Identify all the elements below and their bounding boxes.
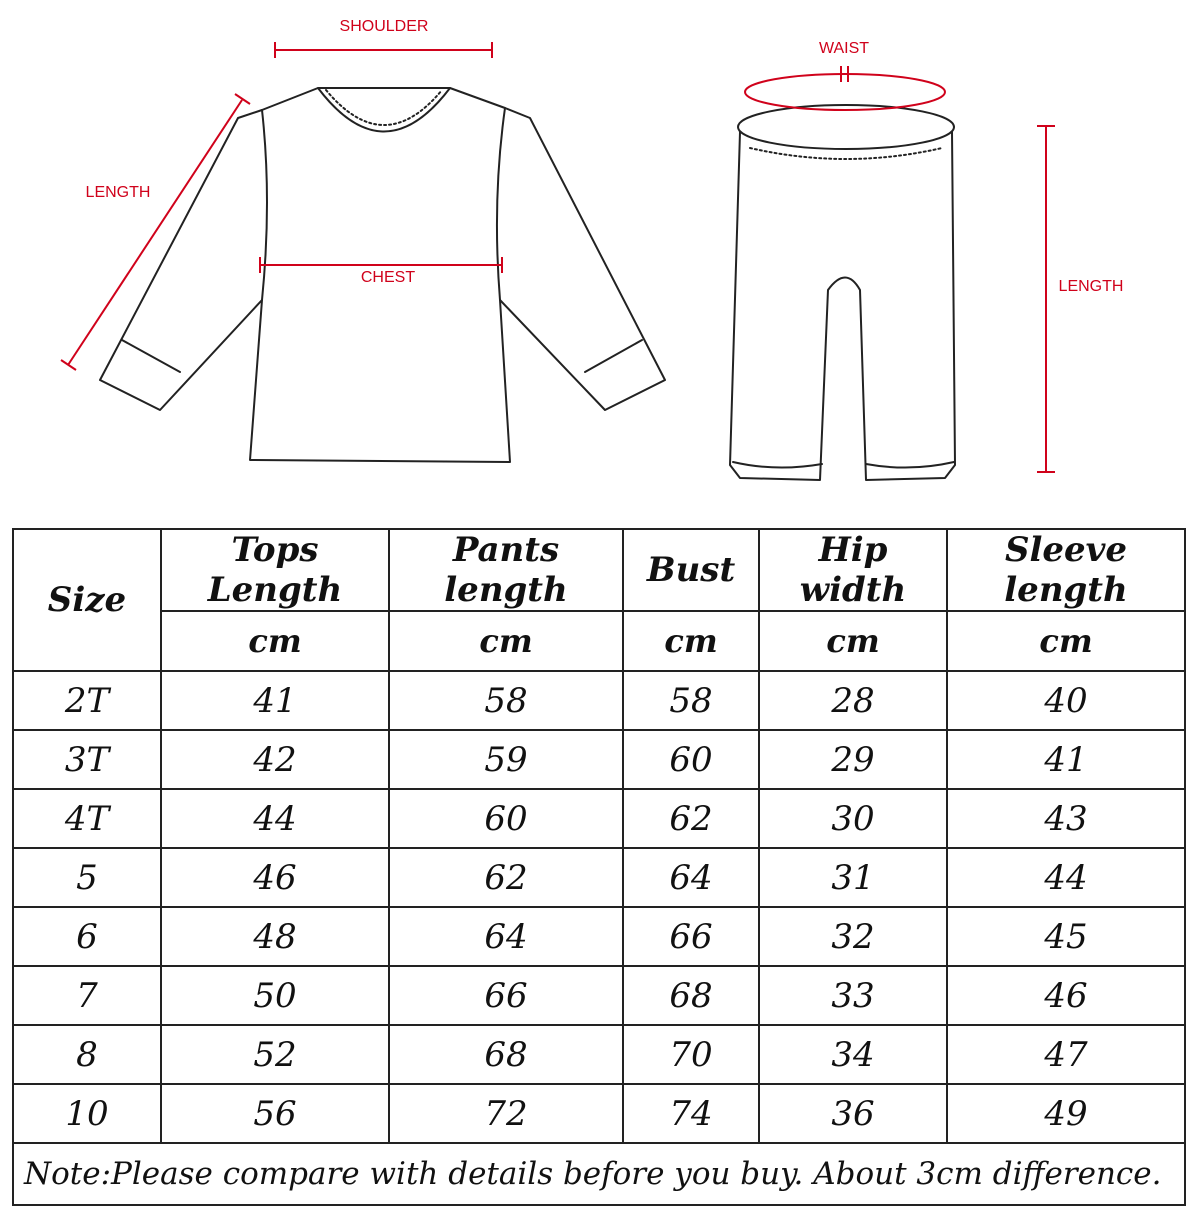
hip-width-cell: 31 bbox=[759, 848, 947, 907]
size-chart-table bbox=[12, 528, 1186, 1206]
hip-width-cell: 28 bbox=[759, 671, 947, 730]
sleeve-length-cell: 47 bbox=[947, 1025, 1185, 1084]
bust-header: Bust bbox=[623, 529, 759, 611]
table-row bbox=[13, 671, 1185, 730]
pants-length-cell: 64 bbox=[389, 907, 623, 966]
table-row bbox=[13, 730, 1185, 789]
sleeve-length-cell: 41 bbox=[947, 730, 1185, 789]
tops-length-cell: 56 bbox=[161, 1084, 389, 1143]
hip-width-cell: 33 bbox=[759, 966, 947, 1025]
pants-length-header: Pants length bbox=[389, 529, 623, 611]
sleeve-length-measure bbox=[61, 94, 250, 370]
unit-cell: cm bbox=[623, 611, 759, 671]
hip-width-cell: 30 bbox=[759, 789, 947, 848]
hip-width-cell: 32 bbox=[759, 907, 947, 966]
hip-width-cell: 34 bbox=[759, 1025, 947, 1084]
bust-cell: 66 bbox=[623, 907, 759, 966]
pants-length-measure bbox=[1037, 126, 1123, 472]
unit-cell: cm bbox=[947, 611, 1185, 671]
size-cell: 6 bbox=[13, 907, 161, 966]
table-row bbox=[13, 789, 1185, 848]
bust-cell: 60 bbox=[623, 730, 759, 789]
size-cell: 10 bbox=[13, 1084, 161, 1143]
pants-length-cell: 58 bbox=[389, 671, 623, 730]
tops-length-cell: 41 bbox=[161, 671, 389, 730]
pants-illustration bbox=[730, 105, 955, 480]
bust-cell: 70 bbox=[623, 1025, 759, 1084]
pants-length-cell: 62 bbox=[389, 848, 623, 907]
chest-label: CHEST bbox=[360, 269, 416, 286]
bust-cell: 74 bbox=[623, 1084, 759, 1143]
tops-length-cell: 52 bbox=[161, 1025, 389, 1084]
sleeve-length-cell: 40 bbox=[947, 671, 1185, 730]
bust-cell: 62 bbox=[623, 789, 759, 848]
top-length-label: LENGTH bbox=[85, 184, 151, 201]
table-row bbox=[13, 1084, 1185, 1143]
pants-length-cell: 59 bbox=[389, 730, 623, 789]
hip-width-cell: 36 bbox=[759, 1084, 947, 1143]
pants-length-label: LENGTH bbox=[1058, 278, 1124, 295]
bust-cell: 58 bbox=[623, 671, 759, 730]
sleeve-length-header: Sleeve length bbox=[947, 529, 1185, 611]
size-header: Size bbox=[13, 529, 161, 671]
sleeve-length-cell: 46 bbox=[947, 966, 1185, 1025]
tops-length-cell: 44 bbox=[161, 789, 389, 848]
size-cell: 3T bbox=[13, 730, 161, 789]
note-text: Note:Please compare with details before you buy. About 3cm difference. bbox=[13, 1143, 1185, 1205]
sleeve-length-cell: 45 bbox=[947, 907, 1185, 966]
waist-label: WAIST bbox=[818, 40, 870, 57]
tops-length-cell: 48 bbox=[161, 907, 389, 966]
tops-length-header: Tops Length bbox=[161, 529, 389, 611]
size-cell: 4T bbox=[13, 789, 161, 848]
size-cell: 7 bbox=[13, 966, 161, 1025]
hip-width-cell: 29 bbox=[759, 730, 947, 789]
shoulder-label: SHOULDER bbox=[339, 18, 429, 35]
table-row bbox=[13, 1025, 1185, 1084]
sleeve-length-cell: 44 bbox=[947, 848, 1185, 907]
unit-cell: cm bbox=[759, 611, 947, 671]
table-row bbox=[13, 907, 1185, 966]
chest-measure bbox=[260, 257, 502, 286]
pants-length-cell: 72 bbox=[389, 1084, 623, 1143]
unit-cell: cm bbox=[161, 611, 389, 671]
pants-length-cell: 66 bbox=[389, 966, 623, 1025]
unit-cell: cm bbox=[389, 611, 623, 671]
table-header-row bbox=[13, 529, 1185, 611]
garment-diagram bbox=[0, 0, 1200, 520]
sleeve-length-cell: 43 bbox=[947, 789, 1185, 848]
size-cell: 8 bbox=[13, 1025, 161, 1084]
tops-length-cell: 46 bbox=[161, 848, 389, 907]
unit-row bbox=[13, 611, 1185, 671]
table-row bbox=[13, 966, 1185, 1025]
waist-measure bbox=[745, 40, 945, 110]
tops-length-cell: 50 bbox=[161, 966, 389, 1025]
shoulder-measure bbox=[275, 18, 492, 58]
size-cell: 2T bbox=[13, 671, 161, 730]
bust-cell: 68 bbox=[623, 966, 759, 1025]
note-row bbox=[13, 1143, 1185, 1205]
bust-cell: 64 bbox=[623, 848, 759, 907]
size-cell: 5 bbox=[13, 848, 161, 907]
sleeve-length-cell: 49 bbox=[947, 1084, 1185, 1143]
hip-width-header: Hip width bbox=[759, 529, 947, 611]
table-row bbox=[13, 848, 1185, 907]
pants-length-cell: 60 bbox=[389, 789, 623, 848]
pants-length-cell: 68 bbox=[389, 1025, 623, 1084]
tops-length-cell: 42 bbox=[161, 730, 389, 789]
